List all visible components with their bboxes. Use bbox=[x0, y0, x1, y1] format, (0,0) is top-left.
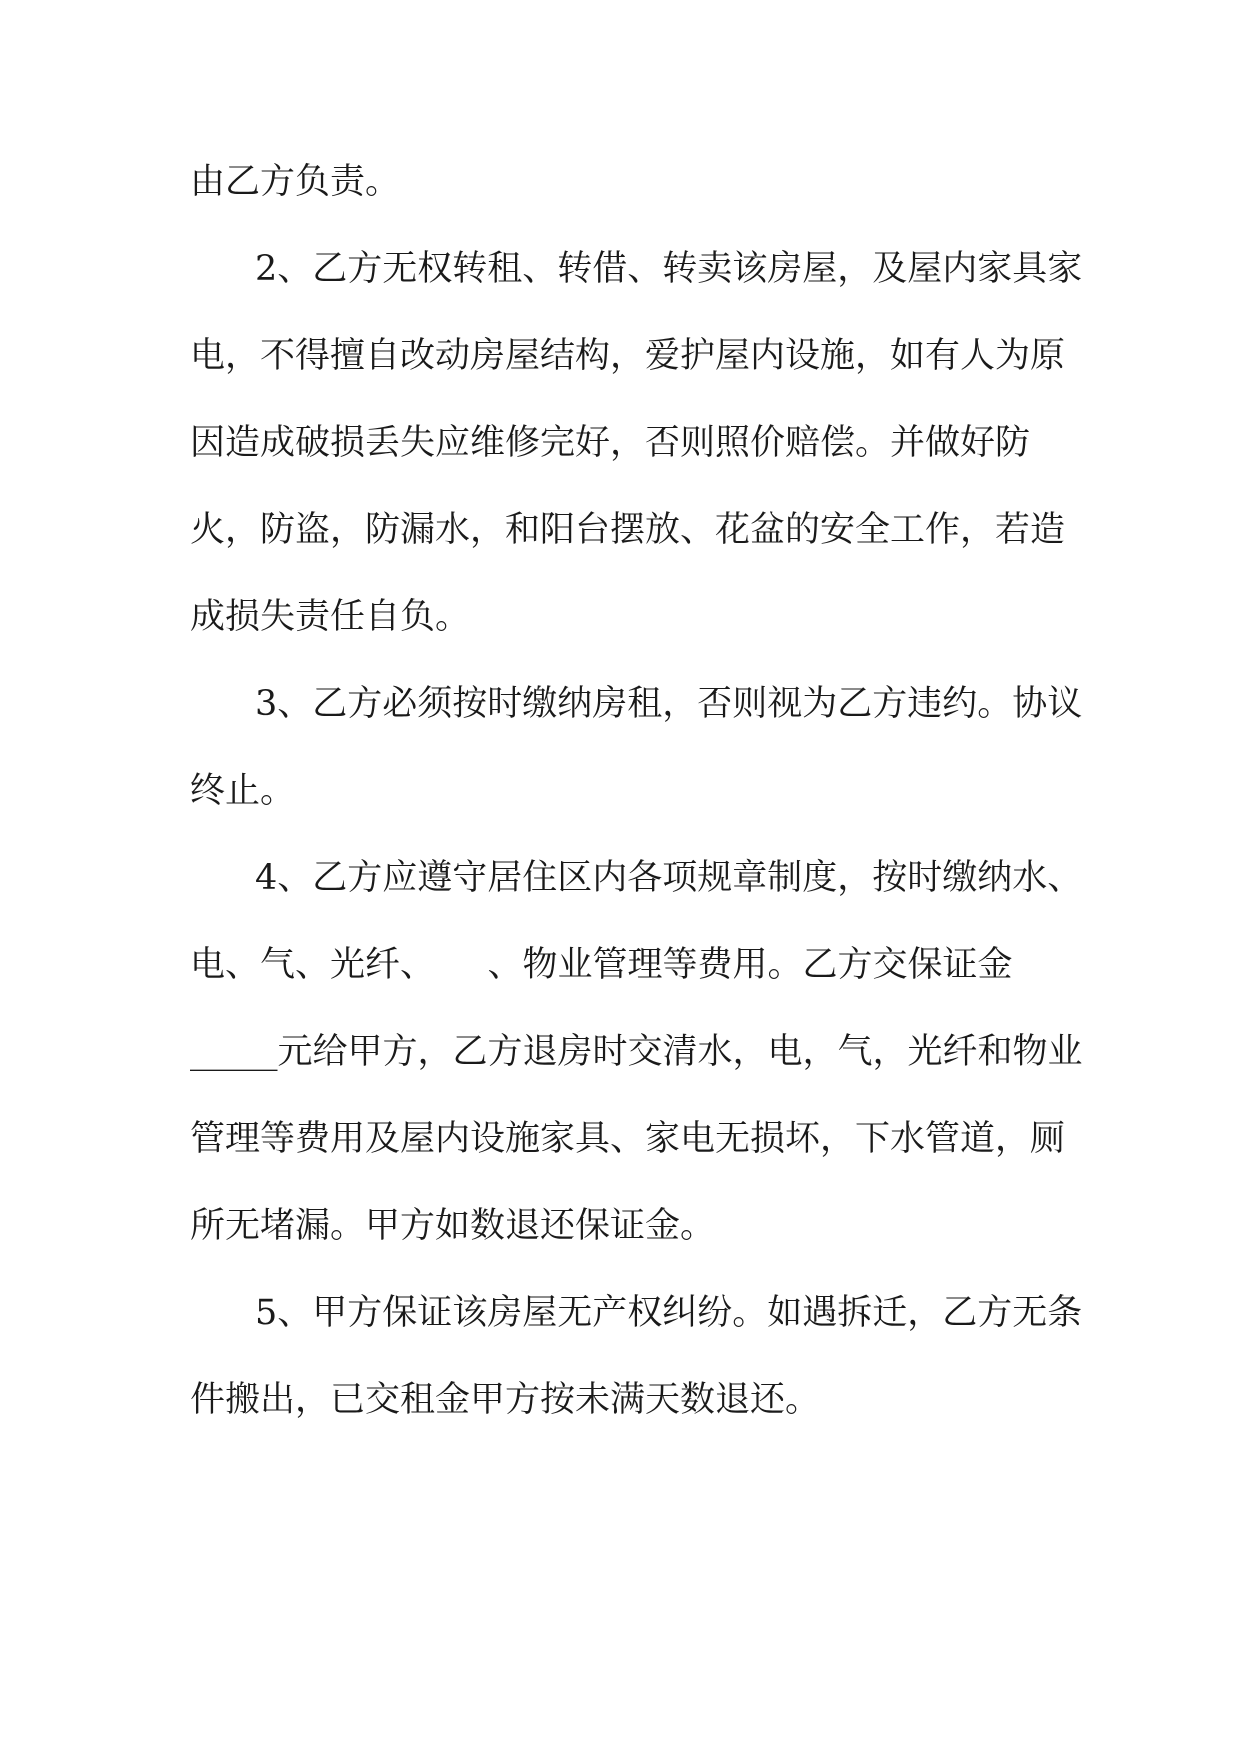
text-line: 管理等费用及屋内设施家具、家电无损坏，下水管道，厕 bbox=[190, 1119, 1066, 1159]
clause-2-line: 2、乙方无权转租、转借、转卖该房屋，及屋内家具家 bbox=[255, 249, 1083, 289]
text-line: 件搬出，已交租金甲方按未满天数退还。 bbox=[190, 1380, 821, 1420]
text-line: 终止。 bbox=[190, 771, 296, 811]
deposit-blank-line: _____元给甲方，乙方退房时交清水，电，气，光纤和物业 bbox=[190, 1032, 1083, 1072]
text-line: 由乙方负责。 bbox=[190, 162, 401, 202]
text-line: 电，不得擅自改动房屋结构，爱护屋内设施，如有人为原 bbox=[190, 336, 1066, 376]
text-line: 所无堵漏。甲方如数退还保证金。 bbox=[190, 1206, 716, 1246]
clause-4-line: 4、乙方应遵守居住区内各项规章制度，按时缴纳水、 bbox=[255, 858, 1083, 898]
clause-5-line: 5、甲方保证该房屋无产权纠纷。如遇拆迁，乙方无条 bbox=[255, 1293, 1083, 1333]
clause-3-line: 3、乙方必须按时缴纳房租，否则视为乙方违约。协议 bbox=[255, 684, 1083, 724]
text-line: 电、气、光纤、 、物业管理等费用。乙方交保证金 bbox=[190, 945, 1013, 985]
text-line: 因造成破损丢失应维修完好，否则照价赔偿。并做好防 bbox=[190, 423, 1031, 463]
text-line: 成损失责任自负。 bbox=[190, 597, 471, 637]
text-line: 火，防盗，防漏水，和阳台摆放、花盆的安全工作，若造 bbox=[190, 510, 1066, 550]
